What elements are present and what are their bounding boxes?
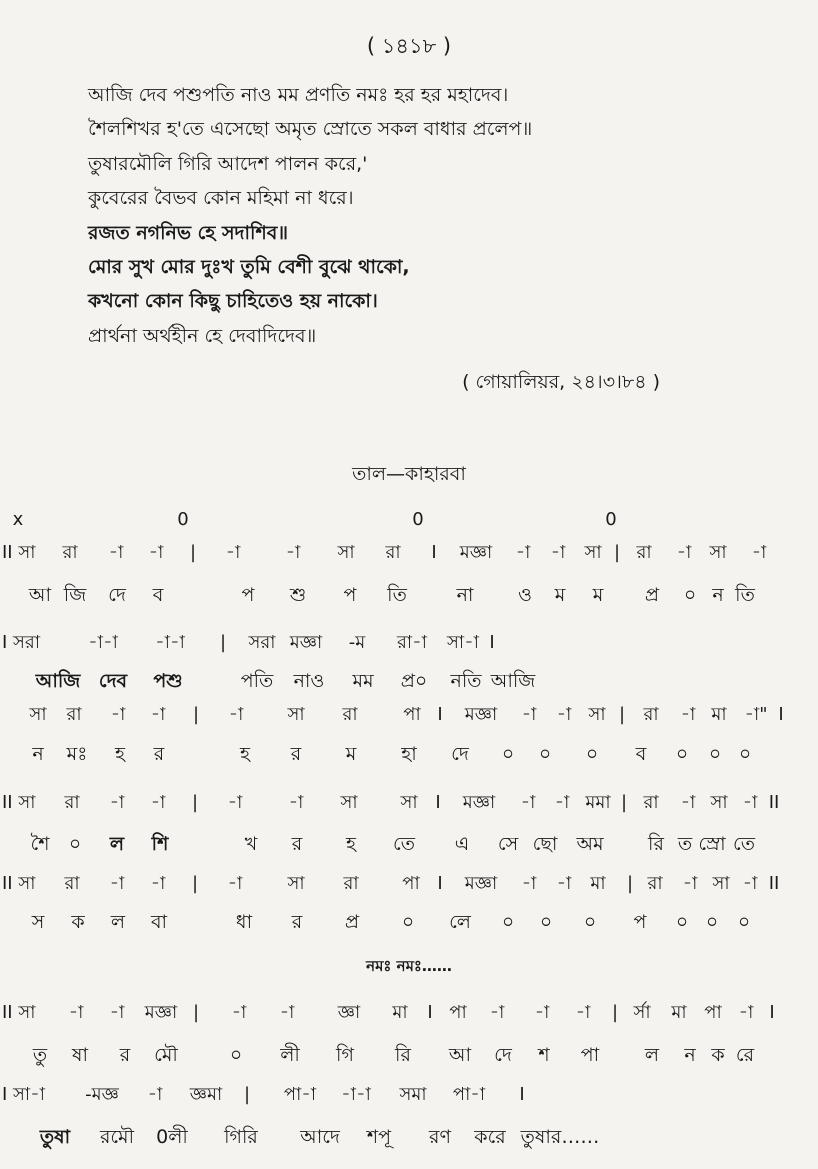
lyric-row	[0, 829, 818, 859]
note: মজ্ঞা	[144, 1002, 178, 1023]
lyric-syllable: ম	[592, 584, 604, 606]
note: I	[519, 1084, 525, 1105]
lyric-word: পতি	[240, 670, 274, 692]
note: পা-া	[283, 1084, 317, 1105]
lyric-syllable: তি	[387, 584, 407, 606]
poem-line: প্রার্থনা অর্থহীন হে দেবাদিদেব॥	[88, 324, 317, 347]
note: -া	[751, 542, 767, 563]
note: সা	[29, 704, 47, 725]
lyric-row	[0, 580, 818, 610]
nomo-note: নমঃ নমঃ……	[366, 957, 452, 975]
note: জ্ঞমা	[189, 1084, 223, 1105]
note: -া	[554, 792, 570, 813]
note: -া	[556, 873, 572, 894]
note: I	[431, 542, 437, 563]
lyric-word: আদে	[300, 1126, 340, 1148]
note: রা	[647, 873, 663, 894]
note: মজ্ঞা	[462, 792, 496, 813]
lyric-syllable: মঃ	[66, 743, 88, 765]
note: সা-া	[447, 632, 479, 653]
lyric-syllable: দে	[494, 1044, 512, 1066]
note: -া	[150, 792, 166, 813]
lyric-syllable: আ	[448, 1044, 472, 1066]
note: I সরা	[2, 632, 41, 653]
lyric-syllable: ০	[501, 743, 515, 765]
lyric-syllable: হ	[115, 743, 125, 765]
note: -া-া	[88, 632, 118, 653]
lyric-syllable: লে	[449, 911, 471, 933]
lyric-syllable: ন	[684, 1044, 696, 1066]
poem-line: তুষারমৌলি গিরি আদেশ পালন করে,'	[88, 152, 368, 175]
lyric-syllable: প	[241, 584, 255, 606]
note: |	[618, 704, 626, 725]
lyric-word: আজি	[35, 670, 81, 692]
lyric-syllable: দে	[108, 584, 126, 606]
lyric-syllable: প্র	[644, 584, 660, 606]
lyric-syllable: ০	[738, 743, 752, 765]
rhythm-mark: 0	[605, 509, 617, 530]
note: রা	[636, 542, 652, 563]
lyric-syllable: ০	[229, 1044, 243, 1066]
note: রা	[643, 792, 659, 813]
note: II	[768, 873, 780, 894]
note: |	[613, 542, 621, 563]
poem-line: রজত নগনিভ হে সদাশিব॥	[88, 221, 289, 244]
lyric-syllable: র	[291, 911, 303, 933]
note: |	[219, 632, 227, 653]
lyric-syllable: ০	[583, 911, 597, 933]
note: রা	[64, 792, 80, 813]
place-date: ( গোয়ালিয়র, ২৪।৩।৮৪ )	[462, 371, 660, 393]
lyric-word: প্র০	[400, 670, 428, 692]
note: -া	[534, 1002, 550, 1023]
poem-line: কখনো কোন কিছু চাহিতেও হয় নাকো।	[88, 290, 378, 313]
note: সা	[584, 542, 602, 563]
lyric-syllable: বা	[150, 911, 168, 933]
note: -া	[110, 704, 126, 725]
lyric-syllable: রি	[395, 1044, 411, 1066]
lyric-syllable: ত	[677, 833, 693, 855]
note: সা	[712, 873, 730, 894]
note: |	[191, 792, 199, 813]
lyric-syllable: হা	[401, 743, 417, 765]
note: র্সা	[633, 1002, 651, 1023]
note: মা	[590, 873, 606, 894]
lyric-syllable: ম	[554, 584, 566, 606]
poem-line: কুবেরের বৈভব কোন মহিমা না ধরে।	[88, 187, 354, 210]
note: -া	[108, 542, 124, 563]
lyric-word: পশু	[153, 670, 183, 692]
poem	[88, 78, 728, 353]
note: -া	[148, 542, 164, 563]
note: I সা-া	[2, 1084, 45, 1105]
note: রা	[62, 542, 78, 563]
note: -া	[147, 1084, 163, 1105]
note: সরা	[248, 632, 276, 653]
lyric-syllable: ০	[675, 743, 689, 765]
lyric-row	[0, 907, 818, 937]
note: I	[437, 704, 443, 725]
tala-heading: তাল—কাহারবা	[352, 463, 466, 485]
lyric-row	[0, 666, 818, 696]
lyric-syllable: হ	[346, 833, 356, 855]
poem-line: শৈলশিখর হ'তে এসেছো অমৃত স্রোতে সকল বাধার প্রলেপ॥	[88, 118, 533, 141]
note: জ্ঞা	[337, 1002, 361, 1023]
note: রা	[64, 873, 80, 894]
note: -া	[150, 873, 166, 894]
lyric-syllable: ল	[110, 911, 126, 933]
lyric-syllable: শি	[151, 833, 169, 855]
lyric-word: মম	[352, 670, 374, 692]
note: -া	[228, 704, 244, 725]
notation-row	[0, 788, 818, 818]
note: মজ্ঞা	[289, 632, 323, 653]
lyric-syllable: ০	[585, 743, 599, 765]
note: II সা	[2, 1002, 36, 1023]
note: মমা	[585, 792, 611, 813]
lyric-word: তুষা	[39, 1126, 71, 1148]
lyric-row	[0, 1122, 818, 1152]
lyric-row	[0, 1040, 818, 1070]
note: রা	[643, 704, 659, 725]
note: -া	[227, 792, 243, 813]
lyric-syllable: দে	[451, 743, 469, 765]
note: II	[768, 792, 780, 813]
note: -া	[279, 1002, 295, 1023]
note: মজ্ঞা	[464, 873, 498, 894]
note: মজ্ঞা	[459, 542, 493, 563]
note: মা	[392, 1002, 408, 1023]
notation-row	[0, 700, 818, 730]
note: -া-া	[155, 632, 185, 653]
lyric-syllable: র	[153, 743, 165, 765]
note: -মজ্ঞ	[85, 1084, 119, 1105]
note: I	[427, 1002, 433, 1023]
lyric-syllable: ল	[644, 1044, 660, 1066]
note: সা	[710, 792, 728, 813]
lyric-word: তুষার……	[520, 1126, 600, 1148]
note: পা	[449, 1002, 467, 1023]
notation-row	[0, 998, 818, 1028]
lyric-syllable: সে	[497, 833, 519, 855]
note: পা	[704, 1002, 722, 1023]
note: |	[620, 792, 628, 813]
lyric-syllable: তি	[735, 584, 755, 606]
notation-row	[0, 628, 818, 658]
lyric-syllable: আ	[28, 584, 52, 606]
note: -া	[231, 1002, 247, 1023]
lyric-word: 0লী	[156, 1126, 188, 1148]
lyric-syllable: শ	[538, 1044, 550, 1066]
note: I	[489, 632, 495, 653]
lyric-syllable: ০	[538, 743, 552, 765]
lyric-syllable: পা	[580, 1044, 600, 1066]
lyric-syllable: শৈ	[30, 833, 50, 855]
note: II সা	[2, 873, 36, 894]
lyric-syllable: গি	[336, 1044, 354, 1066]
lyric-syllable: খ	[244, 833, 258, 855]
note: -া	[520, 792, 536, 813]
lyric-syllable: ব	[152, 584, 164, 606]
note: -া	[68, 1002, 84, 1023]
note: পা	[403, 704, 421, 725]
note: -া	[515, 542, 531, 563]
lyric-syllable: স্রো	[698, 833, 726, 855]
lyric-syllable: ছো	[532, 833, 558, 855]
poem-line: মোর সুখ মোর দুঃখ তুমি বেশী বুঝে থাকো,	[88, 255, 410, 278]
note: -া	[521, 704, 537, 725]
note: -া	[676, 542, 692, 563]
notation-row	[0, 538, 818, 568]
lyric-syllable: ন	[32, 743, 44, 765]
lyric-syllable: ০	[683, 584, 697, 606]
note: -া"	[744, 704, 768, 725]
lyric-syllable: ০	[705, 911, 719, 933]
lyric-syllable: শু	[289, 584, 307, 606]
note: সা	[709, 542, 727, 563]
lyric-syllable: ম	[345, 743, 357, 765]
note: সা	[340, 792, 358, 813]
note: -া	[489, 1002, 505, 1023]
lyric-word: শপূ	[366, 1126, 392, 1148]
lyric-syllable: প	[633, 911, 647, 933]
lyric-syllable: ০	[737, 911, 751, 933]
lyric-syllable: ল	[109, 833, 125, 855]
notation-row	[0, 1080, 818, 1110]
notation-row	[0, 869, 818, 899]
lyric-syllable: ০	[501, 911, 515, 933]
note: I	[437, 873, 443, 894]
note: -া	[150, 704, 166, 725]
note: রা	[342, 704, 358, 725]
note: রা	[66, 704, 82, 725]
lyric-word: আজি	[490, 670, 536, 692]
lyric-syllable: স	[31, 911, 45, 933]
lyric-syllable: ষা	[72, 1044, 88, 1066]
note: I	[435, 792, 441, 813]
note: সা	[337, 542, 355, 563]
note: -া	[225, 542, 241, 563]
lyric-syllable: ০	[675, 911, 689, 933]
lyric-word: রণ	[429, 1126, 451, 1148]
lyric-syllable: ও	[518, 584, 532, 606]
note: -ম	[348, 632, 366, 653]
note: I	[769, 1002, 775, 1023]
lyric-syllable: রে	[735, 1044, 755, 1066]
note: |	[611, 1002, 619, 1023]
rhythm-mark: 0	[177, 509, 189, 530]
lyric-syllable: ০	[401, 911, 415, 933]
note: -া	[109, 873, 125, 894]
note: -া	[680, 792, 696, 813]
lyric-word: নতি	[450, 670, 482, 692]
note: মা	[671, 1002, 687, 1023]
lyric-syllable: ০	[539, 911, 553, 933]
lyric-syllable: লী	[280, 1044, 300, 1066]
note: I	[778, 704, 784, 725]
lyric-row	[0, 739, 818, 769]
note: -া	[227, 873, 243, 894]
note: -া	[575, 1002, 591, 1023]
lyric-syllable: তে	[733, 833, 755, 855]
lyric-syllable: ধা	[235, 911, 253, 933]
note: II সা	[2, 542, 36, 563]
rhythm-mark: x	[12, 509, 24, 530]
note: -া	[680, 704, 696, 725]
lyric-word: দেব	[98, 670, 128, 692]
note: -া	[109, 792, 125, 813]
note: |	[192, 1002, 200, 1023]
note: -া	[682, 873, 698, 894]
note: |	[626, 873, 634, 894]
note: মজ্ঞা	[464, 704, 498, 725]
note: সমা	[399, 1084, 427, 1105]
lyric-syllable: ০	[68, 833, 82, 855]
rhythm-mark: 0	[412, 509, 424, 530]
note: -া-া	[341, 1084, 371, 1105]
note: II সা	[2, 792, 36, 813]
lyric-word: করে	[474, 1126, 506, 1148]
lyric-syllable: ক	[711, 1044, 725, 1066]
note: -া	[521, 873, 537, 894]
note: রা	[343, 873, 359, 894]
lyric-syllable: মৌ	[154, 1044, 178, 1066]
lyric-syllable: তু	[32, 1044, 48, 1066]
note: সা	[400, 792, 418, 813]
note: |	[243, 1084, 251, 1105]
note: -া	[288, 792, 304, 813]
note: -া	[550, 542, 566, 563]
note: রা	[385, 542, 401, 563]
note: -া	[109, 1002, 125, 1023]
lyric-syllable: ন	[712, 584, 724, 606]
note: রা-া	[397, 632, 427, 653]
lyric-syllable: না	[456, 584, 474, 606]
lyric-syllable: রি	[648, 833, 664, 855]
lyric-syllable: ব	[635, 743, 647, 765]
rhythm-marks-row	[0, 505, 818, 535]
page-number: ( ১৪১৮ )	[366, 34, 452, 58]
note: -া	[285, 542, 301, 563]
note: মা	[711, 704, 727, 725]
note: |	[192, 704, 200, 725]
note: -া	[556, 704, 572, 725]
lyric-word: গিরি	[224, 1126, 258, 1148]
lyric-syllable: জি	[63, 584, 87, 606]
lyric-syllable: তে	[393, 833, 415, 855]
note: -া	[742, 792, 758, 813]
poem-line: আজি দেব পশুপতি নাও মম প্রণতি নমঃ হর হর মহাদেব।	[88, 84, 509, 106]
lyric-syllable: র	[290, 743, 302, 765]
note: সা	[287, 873, 305, 894]
lyric-syllable: হ	[240, 743, 250, 765]
lyric-syllable: ক	[71, 911, 85, 933]
note: |	[191, 873, 199, 894]
note: সা	[588, 704, 606, 725]
note: |	[189, 542, 197, 563]
note: সা	[287, 704, 305, 725]
note: পা-া	[452, 1084, 486, 1105]
lyric-syllable: প্র	[344, 911, 360, 933]
lyric-syllable: র	[291, 833, 303, 855]
lyric-syllable: প	[343, 584, 357, 606]
lyric-syllable: ০	[708, 743, 722, 765]
lyric-word: রমৌ	[99, 1126, 135, 1148]
lyric-syllable: এ	[454, 833, 470, 855]
note: -া	[738, 1002, 754, 1023]
lyric-syllable: র	[119, 1044, 131, 1066]
note: -া	[742, 873, 758, 894]
lyric-syllable: অম	[576, 833, 604, 855]
note: পা	[402, 873, 420, 894]
lyric-word: নাও	[293, 670, 325, 692]
